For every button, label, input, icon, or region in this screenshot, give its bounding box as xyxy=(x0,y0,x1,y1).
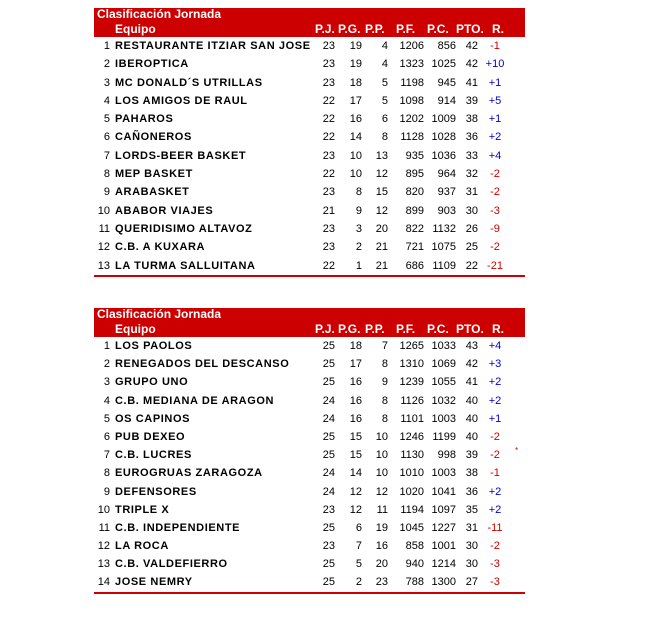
cell-played: 24 xyxy=(322,485,335,498)
cell-points-against: 1055 xyxy=(431,376,456,389)
table-row xyxy=(94,147,525,165)
cell-won: 19 xyxy=(349,58,362,71)
cell-points-against: 945 xyxy=(437,76,456,89)
cell-lost: 10 xyxy=(375,467,388,480)
cell-points-for: 1246 xyxy=(399,430,424,443)
cell-points-against: 1032 xyxy=(431,394,456,407)
cell-points-against: 914 xyxy=(437,94,456,107)
cell-points: 31 xyxy=(465,521,478,534)
cell-lost: 4 xyxy=(381,58,388,71)
cell-rank: 13 xyxy=(97,558,110,571)
cell-points-against: 1041 xyxy=(431,485,456,498)
table-row xyxy=(94,110,525,128)
cell-lost: 8 xyxy=(381,358,388,371)
cell-played: 23 xyxy=(322,40,335,52)
cell-points-against: 1132 xyxy=(432,222,456,235)
cell-result: -21 xyxy=(487,259,503,272)
cell-points: 25 xyxy=(465,241,478,254)
cell-team-name: CAÑONEROS xyxy=(115,131,192,144)
cell-result: +3 xyxy=(488,358,502,371)
cell-rank: 7 xyxy=(103,149,110,162)
cell-won: 5 xyxy=(355,558,362,571)
cell-lost: 12 xyxy=(375,204,388,217)
cell-lost: 12 xyxy=(375,485,388,498)
table-row xyxy=(94,183,525,201)
cell-lost: 9 xyxy=(381,376,388,389)
cell-team-name: MC DONALD´S UTRILLAS xyxy=(115,76,263,89)
cell-won: 1 xyxy=(355,259,362,272)
cell-points-for: 820 xyxy=(405,186,424,199)
table-row xyxy=(94,573,525,591)
table-row xyxy=(94,373,525,391)
header-played: P.J. xyxy=(315,322,335,336)
cell-played: 21 xyxy=(322,204,335,217)
cell-points: 41 xyxy=(465,76,478,89)
cell-points-against: 937 xyxy=(437,186,456,199)
cell-result: -2 xyxy=(490,540,500,553)
cell-points-for: 1101 xyxy=(400,412,424,425)
cell-points-against: 1199 xyxy=(432,430,456,443)
cell-rank: 3 xyxy=(103,376,110,389)
cell-lost: 19 xyxy=(375,521,388,534)
cell-team-name: C.B. VALDEFIERRO xyxy=(115,558,228,571)
table-row xyxy=(94,555,525,573)
cell-points-against: 1036 xyxy=(431,149,456,162)
cell-lost: 6 xyxy=(381,113,388,126)
cell-points: 40 xyxy=(465,430,478,443)
cell-lost: 16 xyxy=(375,540,388,553)
cell-result: -2 xyxy=(490,449,500,462)
cell-rank: 9 xyxy=(103,485,110,498)
cell-lost: 4 xyxy=(381,40,388,52)
cell-played: 25 xyxy=(322,376,335,389)
cell-team-name: QUERIDISIMO ALTAVOZ xyxy=(115,222,253,235)
cell-played: 23 xyxy=(322,222,335,235)
cell-result: -2 xyxy=(490,168,500,181)
cell-rank: 2 xyxy=(103,58,110,71)
cell-played: 25 xyxy=(322,576,335,589)
cell-points-for: 1198 xyxy=(400,76,424,89)
cell-won: 16 xyxy=(349,376,362,389)
cell-rank: 5 xyxy=(103,113,110,126)
cell-rank: 12 xyxy=(97,241,110,254)
cell-points-for: 822 xyxy=(405,222,424,235)
cell-points: 31 xyxy=(465,186,478,199)
cell-rank: 6 xyxy=(103,131,110,144)
cell-result: +1 xyxy=(488,412,502,425)
header-result: R. xyxy=(492,322,504,336)
cell-result: -3 xyxy=(490,558,500,571)
cell-result: +5 xyxy=(488,94,502,107)
cell-result: -3 xyxy=(490,204,500,217)
cell-points-against: 1025 xyxy=(431,58,456,71)
cell-points-against: 903 xyxy=(437,204,456,217)
cell-won: 10 xyxy=(349,168,362,181)
cell-rank: 11 xyxy=(98,521,110,534)
cell-rank: 1 xyxy=(103,340,110,352)
cell-points-against: 1227 xyxy=(431,521,456,534)
cell-lost: 21 xyxy=(375,259,388,272)
cell-lost: 21 xyxy=(375,241,388,254)
table-row xyxy=(94,74,525,92)
cell-won: 17 xyxy=(349,94,362,107)
cell-points: 32 xyxy=(465,168,478,181)
cell-result: +1 xyxy=(488,76,502,89)
cell-points-for: 1020 xyxy=(399,485,424,498)
cell-points-for: 1130 xyxy=(400,449,424,462)
cell-team-name: ARABASKET xyxy=(115,186,190,199)
table-row xyxy=(94,483,525,501)
cell-points: 30 xyxy=(465,558,478,571)
cell-team-name: C.B. INDEPENDIENTE xyxy=(115,521,241,534)
header-team: Equipo xyxy=(115,322,156,336)
cell-team-name: LORDS-BEER BASKET xyxy=(115,149,247,162)
cell-rank: 1 xyxy=(103,40,110,52)
table-row xyxy=(94,337,525,355)
header-won: P.G. xyxy=(338,322,361,336)
cell-points-for: 935 xyxy=(405,149,424,162)
cell-points-for: 858 xyxy=(405,540,424,553)
header-points-for: P.F. xyxy=(396,322,416,336)
cell-points: 42 xyxy=(465,58,478,71)
table-row xyxy=(94,355,525,373)
cell-played: 23 xyxy=(322,149,335,162)
cell-points: 42 xyxy=(465,40,478,52)
cell-team-name: MEP BASKET xyxy=(115,168,193,181)
cell-played: 22 xyxy=(322,168,335,181)
cell-lost: 10 xyxy=(375,449,388,462)
cell-played: 22 xyxy=(322,259,335,272)
cell-team-name: JOSE NEMRY xyxy=(115,576,193,589)
cell-team-name: C.B. A KUXARA xyxy=(115,241,206,254)
cell-result: +4 xyxy=(488,149,502,162)
cell-result: +1 xyxy=(488,113,502,126)
table-row xyxy=(94,501,525,519)
cell-won: 2 xyxy=(355,241,362,254)
header-points-against: P.C. xyxy=(427,22,449,36)
cell-lost: 8 xyxy=(381,131,388,144)
cell-lost: 23 xyxy=(375,576,388,589)
table-row xyxy=(94,128,525,146)
table-title: Clasificación Jornada xyxy=(94,308,525,321)
cell-won: 15 xyxy=(349,449,362,462)
cell-points-for: 1098 xyxy=(399,94,424,107)
cell-points-against: 1097 xyxy=(431,503,456,516)
cell-team-name: LOS PAOLOS xyxy=(115,340,193,352)
cell-rank: 10 xyxy=(97,204,110,217)
cell-rank: 10 xyxy=(97,503,110,516)
cell-points-against: 1001 xyxy=(431,540,456,553)
cell-points: 33 xyxy=(465,149,478,162)
cell-result: +4 xyxy=(488,340,502,352)
cell-rank: 9 xyxy=(103,186,110,199)
column-header-row xyxy=(94,321,525,337)
cell-won: 14 xyxy=(349,131,362,144)
table-row xyxy=(94,238,525,256)
cell-won: 12 xyxy=(349,485,362,498)
table-title: Clasificación Jornada xyxy=(94,8,525,21)
cell-won: 7 xyxy=(355,540,362,553)
cell-points-for: 1010 xyxy=(399,467,424,480)
cell-team-name: GRUPO UNO xyxy=(115,376,189,389)
cell-won: 9 xyxy=(355,204,362,217)
cell-team-name: OS CAPINOS xyxy=(115,412,191,425)
cell-result: -1 xyxy=(490,467,500,480)
cell-won: 14 xyxy=(349,467,362,480)
cell-played: 25 xyxy=(322,558,335,571)
cell-rank: 8 xyxy=(103,467,110,480)
cell-points: 36 xyxy=(465,485,478,498)
cell-points: 40 xyxy=(465,394,478,407)
cell-rank: 4 xyxy=(103,94,110,107)
cell-rank: 7 xyxy=(103,449,110,462)
cell-points-for: 1265 xyxy=(399,340,424,352)
cell-points-for: 1194 xyxy=(400,503,424,516)
header-points-against: P.C. xyxy=(427,322,449,336)
cell-played: 22 xyxy=(322,113,335,126)
cell-lost: 20 xyxy=(375,558,388,571)
cell-result: -2 xyxy=(490,430,500,443)
cell-result: +2 xyxy=(488,503,502,516)
cell-team-name: IBEROPTICA xyxy=(115,58,189,71)
cell-points: 39 xyxy=(465,94,478,107)
cell-points-against: 1214 xyxy=(431,558,456,571)
cell-rank: 8 xyxy=(103,168,110,181)
cell-rank: 12 xyxy=(97,540,110,553)
cell-rank: 6 xyxy=(103,430,110,443)
cell-result: +2 xyxy=(488,131,502,144)
table-row xyxy=(94,37,525,55)
cell-team-name: RESTAURANTE ITZIAR SAN JOSE xyxy=(115,40,311,52)
cell-points-against: 856 xyxy=(437,40,456,52)
cell-points: 27 xyxy=(465,576,478,589)
cell-played: 23 xyxy=(322,241,335,254)
cell-played: 25 xyxy=(322,449,335,462)
cell-points-against: 998 xyxy=(437,449,456,462)
header-result: R. xyxy=(492,22,504,36)
table-row xyxy=(94,428,525,446)
cell-won: 3 xyxy=(355,222,362,235)
cell-rank: 5 xyxy=(103,412,110,425)
cell-points-against: 1003 xyxy=(431,467,456,480)
cell-played: 25 xyxy=(322,340,335,352)
cell-won: 17 xyxy=(349,358,362,371)
cell-played: 23 xyxy=(322,540,335,553)
cell-won: 16 xyxy=(349,412,362,425)
cell-points-against: 1028 xyxy=(431,131,456,144)
table-row xyxy=(94,55,525,73)
cell-played: 25 xyxy=(322,358,335,371)
cell-won: 6 xyxy=(355,521,362,534)
cell-won: 12 xyxy=(349,503,362,516)
cell-played: 23 xyxy=(322,186,335,199)
cell-points-for: 899 xyxy=(405,204,424,217)
cell-result: +2 xyxy=(488,394,502,407)
cell-won: 15 xyxy=(349,430,362,443)
header-points: PTO. xyxy=(456,22,484,36)
cell-points-against: 1300 xyxy=(431,576,456,589)
cell-points: 41 xyxy=(465,376,478,389)
cell-played: 24 xyxy=(322,394,335,407)
cell-team-name: C.B. LUCRES xyxy=(115,449,192,462)
cell-won: 8 xyxy=(355,186,362,199)
cell-points-for: 1045 xyxy=(399,521,424,534)
cell-lost: 13 xyxy=(375,149,388,162)
cell-won: 19 xyxy=(349,40,362,52)
cell-rank: 3 xyxy=(103,76,110,89)
cell-rank: 14 xyxy=(97,576,110,589)
cell-played: 24 xyxy=(322,412,335,425)
cell-lost: 7 xyxy=(381,340,388,352)
cell-points: 38 xyxy=(465,113,478,126)
cell-result: +2 xyxy=(488,376,502,389)
cell-points-for: 895 xyxy=(405,168,424,181)
cell-result: -2 xyxy=(490,241,500,254)
cell-result: -3 xyxy=(490,576,500,589)
table-row xyxy=(94,257,525,275)
table-row xyxy=(94,92,525,110)
cell-points-for: 788 xyxy=(405,576,424,589)
cell-result: +10 xyxy=(485,58,505,71)
cell-played: 23 xyxy=(322,58,335,71)
cell-points-for: 1310 xyxy=(399,358,424,371)
cell-points-against: 1075 xyxy=(431,241,456,254)
table-row xyxy=(94,410,525,428)
cell-points: 43 xyxy=(465,340,478,352)
cell-points-against: 964 xyxy=(437,168,456,181)
table-row xyxy=(94,519,525,537)
cell-result: -2 xyxy=(490,186,500,199)
table-row xyxy=(94,537,525,555)
cell-points-against: 1033 xyxy=(431,340,456,352)
cell-points-for: 1239 xyxy=(399,376,424,389)
cell-played: 22 xyxy=(322,94,335,107)
cell-points: 30 xyxy=(465,540,478,553)
cell-points: 22 xyxy=(465,259,478,272)
cell-points: 36 xyxy=(465,131,478,144)
cell-rank: 11 xyxy=(98,222,110,235)
cell-lost: 5 xyxy=(381,94,388,107)
cell-played: 22 xyxy=(322,131,335,144)
cell-points-against: 1069 xyxy=(431,358,456,371)
cell-lost: 8 xyxy=(381,412,388,425)
cell-points-against: 1009 xyxy=(431,113,456,126)
cell-played: 25 xyxy=(322,521,335,534)
cell-lost: 20 xyxy=(375,222,388,235)
cell-rank: 13 xyxy=(97,259,110,272)
cell-points-for: 1126 xyxy=(400,394,424,407)
cell-team-name: ABABOR VIAJES xyxy=(115,204,214,217)
cell-points-for: 940 xyxy=(405,558,424,571)
cell-points: 42 xyxy=(465,358,478,371)
cell-points-against: 1109 xyxy=(432,259,456,272)
table-row xyxy=(94,220,525,238)
cell-team-name: DEFENSORES xyxy=(115,485,197,498)
table-row xyxy=(94,392,525,410)
table-row xyxy=(94,202,525,220)
cell-won: 16 xyxy=(349,394,362,407)
cell-points: 40 xyxy=(465,412,478,425)
asterisk-marker: * xyxy=(515,446,519,456)
cell-rank: 4 xyxy=(103,394,110,407)
cell-played: 25 xyxy=(322,430,335,443)
cell-points: 38 xyxy=(465,467,478,480)
cell-team-name: TRIPLE X xyxy=(115,503,170,516)
column-header-row xyxy=(94,21,525,37)
cell-won: 16 xyxy=(349,113,362,126)
cell-won: 2 xyxy=(355,576,362,589)
cell-points-for: 1202 xyxy=(399,113,424,126)
cell-rank: 2 xyxy=(103,358,110,371)
header-team: Equipo xyxy=(115,22,156,36)
cell-lost: 8 xyxy=(381,394,388,407)
cell-played: 23 xyxy=(322,503,335,516)
header-lost: P.P. xyxy=(365,22,385,36)
header-points-for: P.F. xyxy=(396,22,416,36)
cell-result: +2 xyxy=(488,485,502,498)
cell-lost: 10 xyxy=(375,430,388,443)
cell-team-name: C.B. MEDIANA DE ARAGON xyxy=(115,394,275,407)
cell-team-name: LOS AMIGOS DE RAUL xyxy=(115,94,248,107)
cell-team-name: LA ROCA xyxy=(115,540,169,553)
table-row xyxy=(94,446,525,464)
table-body xyxy=(94,337,525,594)
cell-lost: 11 xyxy=(376,503,388,516)
cell-team-name: EUROGRUAS ZARAGOZA xyxy=(115,467,263,480)
standings-table-1 xyxy=(94,8,525,277)
header-lost: P.P. xyxy=(365,322,385,336)
cell-points-for: 1323 xyxy=(399,58,424,71)
header-won: P.G. xyxy=(338,22,361,36)
cell-points-for: 721 xyxy=(405,241,424,254)
cell-team-name: LA TURMA SALLUITANA xyxy=(115,259,256,272)
cell-played: 23 xyxy=(322,76,335,89)
cell-points: 30 xyxy=(465,204,478,217)
table-body xyxy=(94,37,525,277)
cell-won: 10 xyxy=(349,149,362,162)
cell-lost: 15 xyxy=(375,186,388,199)
cell-won: 18 xyxy=(349,340,362,352)
cell-result: -11 xyxy=(487,521,503,534)
cell-team-name: PAHAROS xyxy=(115,113,174,126)
cell-team-name: PUB DEXEO xyxy=(115,430,186,443)
cell-points: 26 xyxy=(465,222,478,235)
cell-result: -1 xyxy=(490,40,500,52)
cell-points-for: 1128 xyxy=(400,131,424,144)
table-row xyxy=(94,464,525,482)
cell-played: 24 xyxy=(322,467,335,480)
table-row xyxy=(94,165,525,183)
header-played: P.J. xyxy=(315,22,335,36)
standings-table-2 xyxy=(94,308,525,594)
cell-team-name: RENEGADOS DEL DESCANSO xyxy=(115,358,290,371)
cell-points-for: 686 xyxy=(405,259,424,272)
cell-points: 35 xyxy=(465,503,478,516)
cell-lost: 5 xyxy=(381,76,388,89)
cell-points: 39 xyxy=(465,449,478,462)
cell-points-for: 1206 xyxy=(399,40,424,52)
cell-lost: 12 xyxy=(375,168,388,181)
cell-won: 18 xyxy=(349,76,362,89)
cell-result: -9 xyxy=(490,222,500,235)
header-points: PTO. xyxy=(456,322,484,336)
cell-points-against: 1003 xyxy=(431,412,456,425)
